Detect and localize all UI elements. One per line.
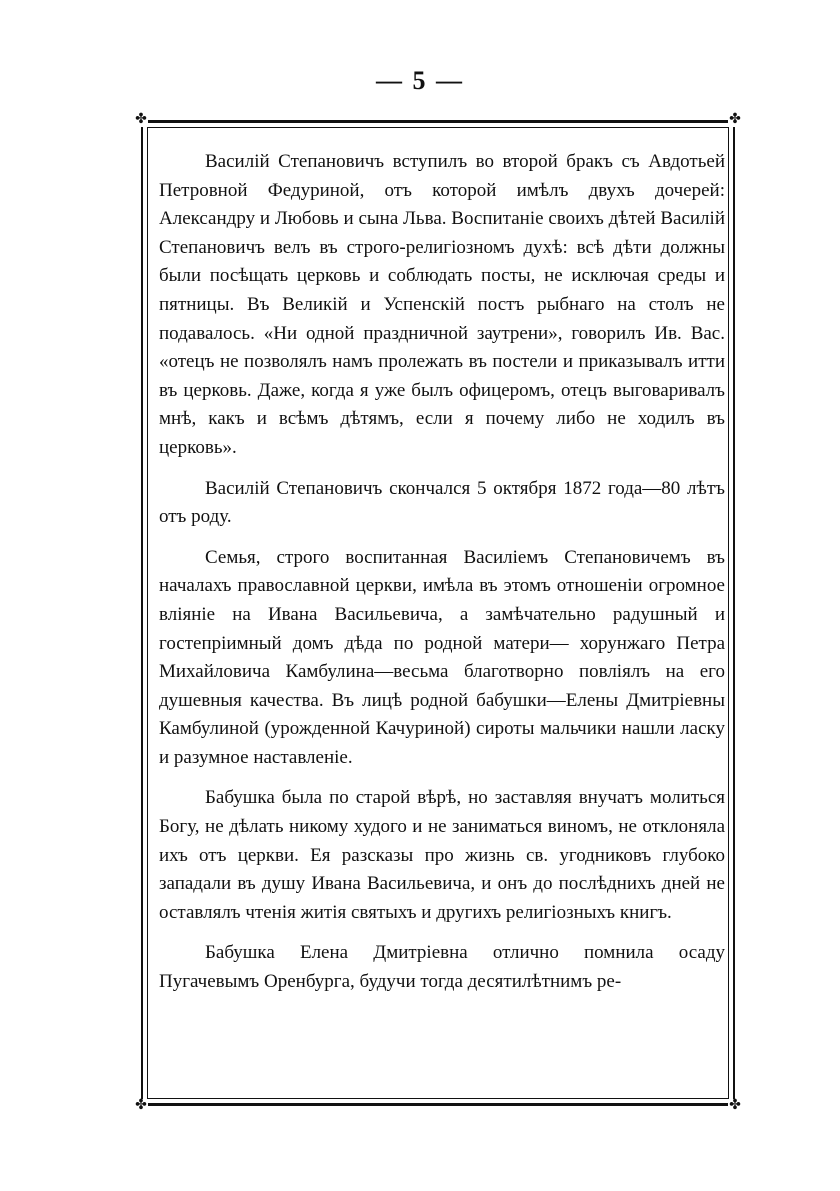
paragraph: Василій Степановичъ скончался 5 октября 1872 года—80 лѣтъ отъ роду. — [159, 477, 725, 528]
paragraph: Семья, строго воспитанная Василіемъ Степановичемъ въ началахъ православной церкви, имѣла въ этомъ отношеніи огромное вліяніе на Ивана Васильевича, а замѣчательно радушный и гостепріимный домъ дѣда по родной матери— хорунжаго Петра Михайловича Камбулина—весьма благотворно повліялъ на его душевныя качества. Въ лицѣ родной бабушки—Елены Дмитріевны Камбулиной (урожденной Качуриной) сироты мальчики нашли ласку и разумное наставленіе. — [159, 546, 725, 768]
border-top-inner-rule — [147, 127, 729, 128]
body-text — [159, 148, 725, 997]
border-left-inner-rule — [147, 127, 148, 1099]
corner-ornament-icon: ✤ — [135, 112, 147, 127]
paragraph: Василій Степановичъ вступилъ во второй бракъ съ Авдотьей Петровной Федуриной, отъ которой имѣлъ двухъ дочерей: Александру и Любовь и сына Льва. Воспитаніе своихъ дѣтей Василій Степановичъ велъ въ строго-религіозномъ духѣ: всѣ дѣти должны были посѣщать церковь и соблюдать посты, не исключая среды и пятницы. Въ Великій и Успенскій постъ рыбнаго на столъ не подавалось. «Ни одной праздничной заутрени», говорилъ Ив. Вас. «отецъ не позволялъ намъ пролежать въ постели и приказывалъ итти въ церковь. Даже, когда я уже былъ офицеромъ, отецъ выговаривалъ мнѣ, какъ и всѣмъ дѣтямъ, если я почему либо не ходилъ въ церковь». — [159, 151, 725, 458]
border-right-outer-rule — [733, 120, 735, 1106]
border-top-outer-rule — [141, 120, 735, 123]
corner-ornament-icon: ✤ — [729, 112, 741, 127]
corner-ornament-icon: ✤ — [729, 1098, 741, 1113]
page-number: — 5 — — [376, 66, 464, 95]
border-right-inner-rule — [728, 127, 729, 1099]
paragraph: Бабушка Елена Дмитріевна отлично помнила осаду Пугачевымъ Оренбурга, будучи тогда десятилѣтнимъ ре- — [159, 942, 725, 993]
paragraph: Бабушка была по старой вѣрѣ, но заставляя внучатъ молиться Богу, не дѣлать никому худого и не заниматься виномъ, не отклоняла ихъ отъ церкви. Ея разсказы про жизнь св. угодниковъ глубоко западали въ душу Ивана Васильевича, и онъ до послѣднихъ дней не оставлялъ чтенія житія святыхъ и другихъ религіозныхъ книгъ. — [159, 787, 725, 923]
corner-ornament-icon: ✤ — [135, 1098, 147, 1113]
border-left-outer-rule — [141, 120, 143, 1106]
border-bottom-inner-rule — [147, 1098, 729, 1099]
border-bottom-outer-rule — [141, 1103, 735, 1106]
